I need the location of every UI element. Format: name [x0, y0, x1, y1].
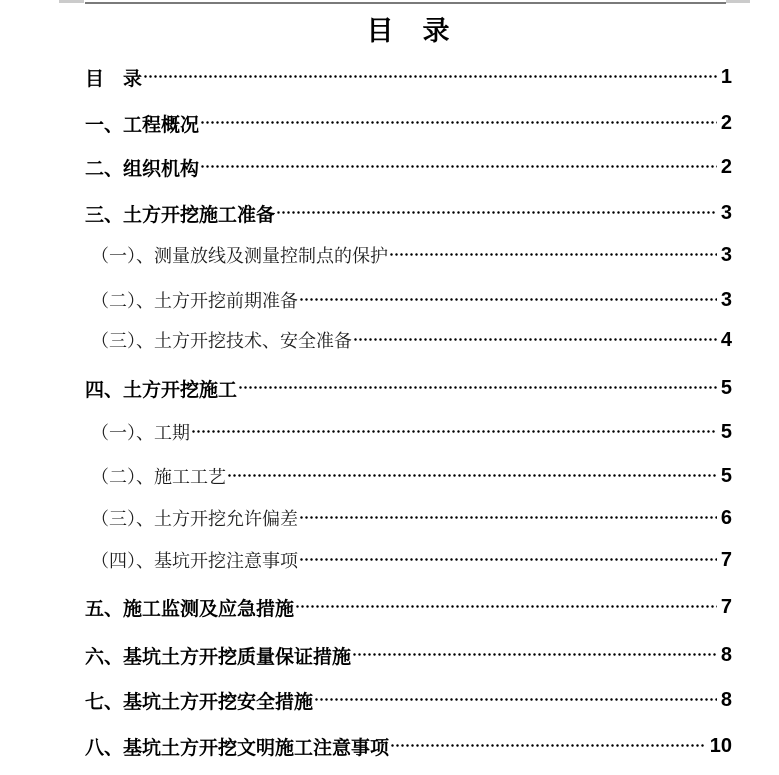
toc-entry-page: 7 [720, 595, 732, 618]
toc-entry-page: 3 [720, 243, 732, 266]
toc-entry-label: 二、组织机构 [85, 158, 200, 180]
toc-entry-page: 2 [720, 155, 732, 178]
toc-entry-label: 目 录 [85, 68, 143, 90]
toc-entry-4-1[interactable] [91, 419, 732, 445]
toc-entry-page: 5 [720, 420, 732, 443]
toc-entry-page: 3 [720, 288, 732, 311]
toc-entry-page: 10 [709, 734, 732, 757]
dot-leader [391, 744, 706, 747]
top-border-segment-left [59, 0, 84, 3]
toc-entry-4-4[interactable] [91, 547, 732, 573]
toc-entry-label: （一）、工期 [91, 423, 190, 443]
dot-leader [239, 386, 717, 389]
toc-entry-4-3[interactable] [91, 505, 732, 531]
toc-entry-3[interactable] [85, 200, 732, 226]
toc-entry-label: （一）、测量放线及测量控制点的保护 [91, 246, 388, 266]
dot-leader [228, 474, 717, 477]
toc-entry-label: （三）、土方开挖允许偏差 [91, 509, 298, 529]
toc-entry-label: （二）、施工工艺 [91, 467, 226, 487]
toc-entry-label: （二）、土方开挖前期准备 [91, 291, 298, 311]
toc-entry-label: 四、土方开挖施工 [85, 379, 238, 401]
page-title: 目 录 [366, 16, 451, 46]
toc-entry-1[interactable] [85, 110, 732, 136]
toc-entry-page: 5 [720, 376, 732, 399]
toc-entry-label: 一、工程概况 [85, 114, 200, 136]
toc-entry-page: 6 [720, 506, 732, 529]
dot-leader [300, 558, 717, 561]
toc-entry-3-1[interactable] [91, 242, 732, 268]
dot-leader [300, 516, 717, 519]
toc-entry-3-3[interactable] [91, 327, 732, 353]
dot-leader [300, 298, 717, 301]
dot-leader [390, 253, 717, 256]
toc-entry-8[interactable] [85, 733, 732, 759]
top-border-line [85, 2, 726, 4]
toc-entry-page: 8 [720, 643, 732, 666]
toc-entry-6[interactable] [85, 642, 732, 668]
toc-entry-3-2[interactable] [91, 287, 732, 313]
toc-entry-page: 2 [720, 111, 732, 134]
toc-entry-4-2[interactable] [91, 463, 732, 489]
toc-entry-mulu[interactable] [85, 64, 732, 90]
top-border-segment-right [726, 0, 750, 3]
toc-entry-label: （三）、土方开挖技术、安全准备 [91, 331, 352, 351]
toc-entry-4[interactable] [85, 375, 732, 401]
toc-entry-label: 八、基坑土方开挖文明施工注意事项 [85, 737, 390, 759]
toc-entry-label: 七、基坑土方开挖安全措施 [85, 691, 314, 713]
toc-entry-page: 4 [720, 328, 732, 351]
dot-leader [277, 211, 717, 214]
dot-leader [315, 698, 717, 701]
toc-entry-label: （四）、基坑开挖注意事项 [91, 551, 298, 571]
toc-entry-7[interactable] [85, 687, 732, 713]
dot-leader [354, 338, 717, 341]
dot-leader [192, 430, 717, 433]
toc-entry-label: 三、土方开挖施工准备 [85, 204, 276, 226]
toc-entry-page: 1 [720, 65, 732, 88]
dot-leader [144, 75, 717, 78]
toc-entry-5[interactable] [85, 594, 732, 620]
toc-entry-label: 六、基坑土方开挖质量保证措施 [85, 646, 352, 668]
dot-leader [201, 165, 717, 168]
toc-entry-label: 五、施工监测及应急措施 [85, 598, 295, 620]
dot-leader [353, 653, 717, 656]
dot-leader [201, 121, 717, 124]
toc-entry-2[interactable] [85, 154, 732, 180]
toc-entry-page: 3 [720, 201, 732, 224]
dot-leader [296, 605, 717, 608]
toc-entry-page: 7 [720, 548, 732, 571]
toc-entry-page: 5 [720, 464, 732, 487]
toc-entry-page: 8 [720, 688, 732, 711]
